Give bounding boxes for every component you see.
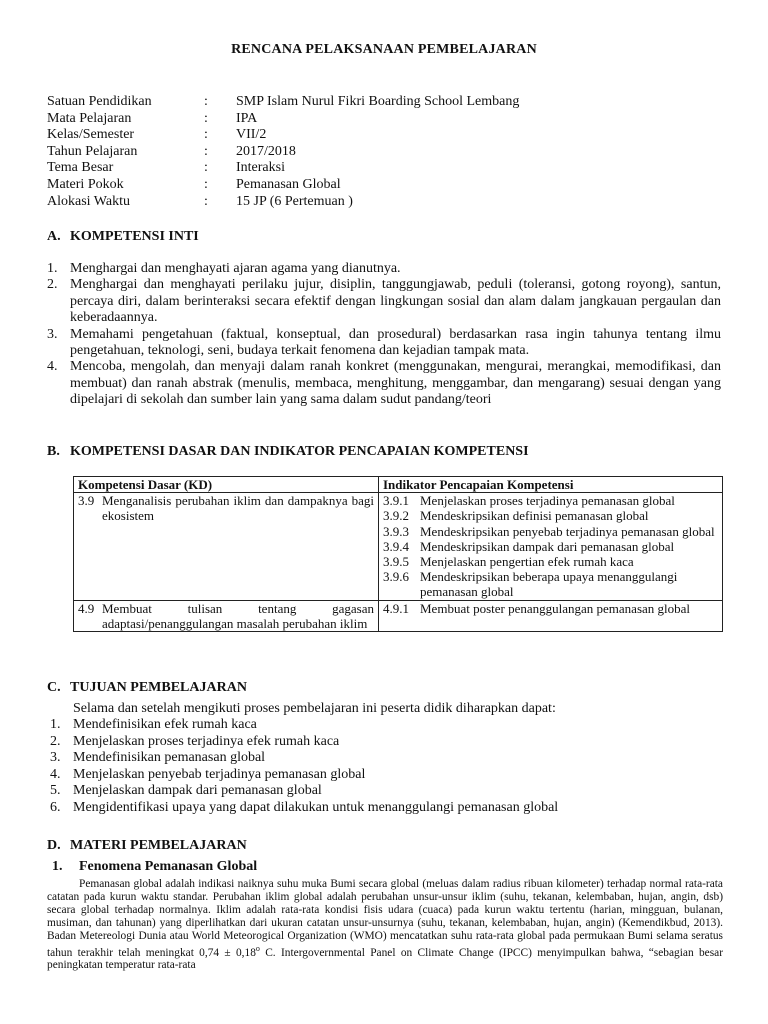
list-item (50, 717, 724, 734)
list-number: 3. (50, 750, 61, 766)
identity-separator: : (204, 160, 208, 176)
kd-cell (74, 493, 379, 600)
indicator-text: Menjelaskan proses terjadinya pemanasan global (420, 493, 675, 509)
section-a-heading (47, 229, 199, 245)
indicator-text: Mendeskripsikan definisi pemanasan global (420, 508, 649, 524)
paragraph-italic: World Meteorogical Organization (WMO) (191, 929, 387, 942)
list-text: Menjelaskan dampak dari pemanasan global (73, 783, 322, 799)
list-text: Menjelaskan proses terjadinya efek rumah kaca (73, 733, 340, 749)
indicator-item (383, 493, 718, 508)
paragraph-text: (IPCC) menyimpulkan bahwa, “sebagian besar peningkatan temperatur rata-rata (47, 946, 723, 972)
list-text: Mendefinisikan efek rumah kaca (73, 717, 257, 732)
list-item (47, 261, 721, 277)
identity-row (47, 111, 519, 128)
list-number: 3. (47, 326, 58, 342)
list-number: 6. (50, 799, 61, 815)
identity-value: Interaksi (236, 160, 285, 176)
section-letter: B. (47, 444, 60, 459)
section-title: KOMPETENSI DASAR DAN INDIKATOR PENCAPAIAN KOMPETENSI (70, 444, 529, 459)
identity-value: SMP Islam Nurul Fikri Boarding School Lembang (236, 94, 520, 109)
identity-separator: : (204, 94, 208, 109)
list-text: Menghargai dan menghayati ajaran agama yang dianutnya. (70, 261, 401, 276)
paragraph-text: C. (259, 946, 276, 959)
paragraph-text: mencatatkan suhu rata-rata global pada permukaan Bumi selama seratus tahun terakhir telah meningkat 0,74 ± 0,18 (47, 929, 723, 959)
indicator-text: Mendeskripsikan penyebab terjadinya pemanasan global (420, 523, 715, 539)
table-header-kd: Kompetensi Dasar (KD) (74, 477, 379, 493)
indicator-item (383, 524, 718, 539)
identity-row (47, 177, 519, 194)
identity-separator: : (204, 143, 208, 159)
identity-label: Tema Besar (47, 160, 114, 176)
list-number: 4. (47, 359, 58, 375)
identity-label: Materi Pokok (47, 176, 124, 192)
identity-value: Pemanasan Global (236, 176, 341, 192)
identity-separator: : (204, 110, 208, 126)
indicator-text: Mendeskripsikan beberapa upaya menanggulangi pemanasan global (420, 569, 678, 600)
indicator-item (383, 508, 718, 523)
identity-label: Mata Pelajaran (47, 110, 132, 126)
identity-separator: : (204, 176, 208, 192)
identity-separator: : (204, 193, 208, 209)
identity-label: Tahun Pelajaran (47, 143, 138, 159)
list-item (50, 783, 724, 800)
degree-superscript: o (255, 943, 260, 953)
section-letter: D. (47, 838, 61, 853)
list-text: Menghargai dan menghayati perilaku jujur, disiplin, tanggungjawab, peduli (toleransi, gotong royong), santun, percaya diri, dalam berinteraksi secara efektif dengan lingkungan sosial dan alam dalam jangkauan pergaulan dan keberadaannya. (70, 277, 721, 326)
list-text: Mengidentifikasi upaya yang dapat dilakukan untuk menanggulangi pemanasan global (73, 799, 559, 815)
kd-number: 4.9 (78, 600, 95, 616)
indicator-number: 4.9.1 (383, 600, 409, 616)
list-item (47, 327, 721, 360)
subsection-number: 1. (52, 859, 63, 874)
list-text: Mencoba, mengolah, dan menyaji dalam ranah konkret (menggunakan, mengurai, merangkai, memodifikasi, dan membuat) dan ranah abstrak (menulis, membaca, menghitung, menggambar, dan mengarang) sesuai dengan yang dipelajari di sekolah dan sumber lain yang sama dalam sudut pandang/teori (70, 359, 721, 408)
identity-row (47, 94, 519, 111)
identity-value: 2017/2018 (236, 143, 296, 159)
paragraph-italic: Intergovernmental Panel on Climate Change (280, 946, 494, 959)
table-row (74, 493, 723, 600)
identity-row (47, 144, 519, 161)
identity-value: IPA (236, 110, 258, 126)
section-title: KOMPETENSI INTI (70, 229, 199, 244)
tujuan-lead: Selama dan setelah mengikuti proses pembelajaran ini peserta didik diharapkan dapat: (73, 701, 556, 716)
identity-label: Satuan Pendidikan (47, 94, 152, 109)
identity-row (47, 194, 519, 211)
kd-indicator-table (73, 476, 723, 632)
table-row (74, 600, 723, 631)
list-text: Menjelaskan penyebab terjadinya pemanasan global (73, 766, 366, 782)
indicator-text: Membuat poster penanggulangan pemanasan global (420, 600, 691, 616)
kompetensi-inti-list (47, 261, 721, 409)
indicator-cell (379, 493, 723, 600)
subsection-title: Fenomena Pemanasan Global (79, 859, 258, 874)
indicator-item (383, 569, 718, 599)
indicator-number: 3.9.6 (383, 569, 409, 585)
indicator-number: 3.9.5 (383, 554, 409, 570)
list-text: Memahami pengetahuan (faktual, konseptual, dan prosedural) berdasarkan rasa ingin tahunya tentang ilmu pengetahuan, teknologi, seni, budaya terkait fenomena dan kejadian tampak mata. (70, 326, 721, 359)
table-header-indicator: Indikator Pencapaian Kompetensi (379, 477, 723, 493)
section-d-heading (47, 838, 247, 854)
indicator-item (383, 539, 718, 554)
section-letter: C. (47, 680, 61, 695)
identity-block (47, 94, 519, 210)
list-number: 1. (50, 717, 61, 732)
list-number: 5. (50, 783, 61, 799)
section-b-heading (47, 444, 529, 460)
list-item (50, 734, 724, 751)
tujuan-list (50, 717, 724, 817)
section-c-heading (47, 680, 247, 696)
identity-label: Alokasi Waktu (47, 193, 130, 209)
table-header-row (74, 477, 723, 493)
kd-text: Membuat tulisan tentang gagasan adaptasi/penanggulangan masalah perubahan iklim (102, 600, 374, 631)
identity-value: VII/2 (236, 127, 267, 143)
list-text: Mendefinisikan pemanasan global (73, 750, 266, 766)
list-item (50, 767, 724, 784)
identity-row (47, 160, 519, 177)
section-letter: A. (47, 229, 61, 244)
subsection-heading (52, 859, 257, 875)
materi-paragraph (47, 878, 723, 972)
indicator-text: Menjelaskan pengertian efek rumah kaca (420, 554, 634, 570)
list-item (50, 800, 724, 817)
identity-separator: : (204, 127, 208, 143)
kd-text: Menganalisis perubahan iklim dan dampaknya bagi ekosistem (102, 493, 374, 524)
indicator-number: 3.9.3 (383, 523, 409, 539)
paragraph-text: Pemanasan global adalah indikasi naiknya suhu muka Bumi secara global (meluas dalam radius ribuan kilometer) terhadap normal rata-rata catatan pada kurun waktu standar. Perubahan iklim global adalah perubahan unsur-unsur iklim (suhu, tekanan, kelembaban, hujan, angin, dsb) secara global terhadap normalnya. Iklim adalah rata-rata kondisi fisis udara (cuaca) pada kurun waktu tertentu (harian, mingguan, bulanan, musiman, dan tahunan) yang diperlihatkan dari ukuran catatan unsur-unsurnya (suhu, tekanan, kelembaban, hujan, angin) (Kemendikbud, 2013). Badan Metereologi Dunia atau (47, 878, 723, 942)
list-number: 2. (47, 277, 58, 293)
list-number: 2. (50, 733, 61, 749)
kd-cell (74, 600, 379, 631)
list-item (50, 750, 724, 767)
indicator-item (383, 554, 718, 569)
list-item (47, 277, 721, 326)
indicator-number: 3.9.1 (383, 493, 409, 509)
indicator-number: 3.9.2 (383, 508, 409, 524)
indicator-cell (379, 600, 723, 631)
section-title: TUJUAN PEMBELAJARAN (70, 680, 247, 695)
indicator-item (383, 601, 718, 616)
kd-number: 3.9 (78, 493, 95, 509)
list-number: 4. (50, 766, 61, 782)
identity-row (47, 127, 519, 144)
list-number: 1. (47, 261, 58, 276)
indicator-number: 3.9.4 (383, 538, 409, 554)
identity-value: 15 JP (6 Pertemuan ) (236, 193, 353, 209)
document-title: RENCANA PELAKSANAAN PEMBELAJARAN (231, 42, 537, 57)
indicator-text: Mendeskripsikan dampak dari pemanasan global (420, 538, 675, 554)
identity-label: Kelas/Semester (47, 127, 135, 143)
list-item (47, 359, 721, 408)
section-title: MATERI PEMBELAJARAN (70, 838, 247, 853)
